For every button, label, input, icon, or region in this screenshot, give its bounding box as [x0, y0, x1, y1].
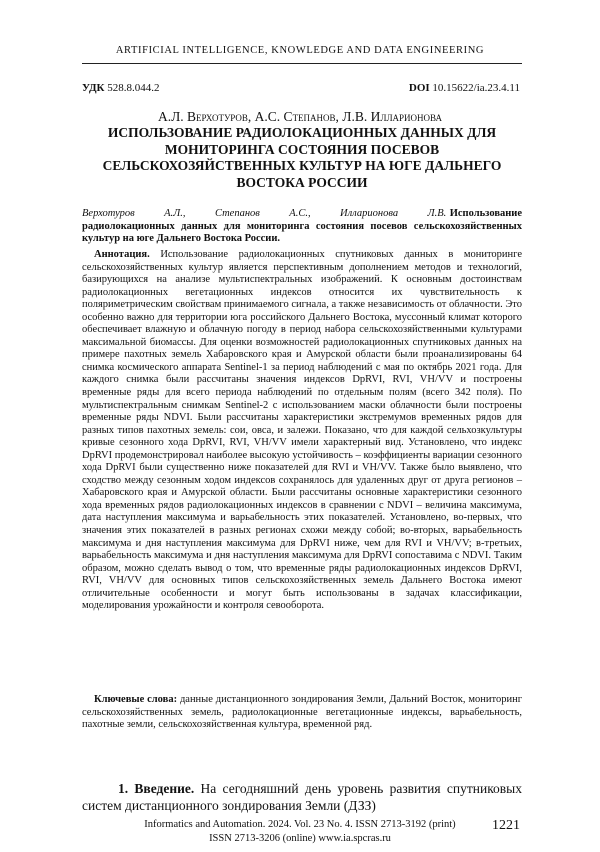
abstract-text: Использование радиолокационных спутниковых данных в мониторинге сельскохозяйственных культур является перспективным дополнением методов и технологий, базирующихся на анализе мультиспектральных изображений. К основным достоинствам радиолокационных вегетационных индексов относится их чувствительность к поляриметрическим свойствам принимаемого сигнала, а также независимость от облачности. Это особенно важно для территории юга российского Дальнего Востока, муссонный климат которого обеспечивает влажную и облачную погоду в период набора сельскохозяйственными культурами максимальной биомассы. Для оценки возможностей радиолокационных спутниковых данных на примере пахотных земель Хабаровского края и Амурской области были проанализированы 64 снимка космического аппарата Sentinel-1 за период наблюдений с мая по октябрь 2021 года. Для каждого снимка были рассчитаны значения индексов DpRVI, RVI, VH/VV и построены временные ряды для всего периода наблюдений по отдельным полям (всего 342 поля). По мультиспектральным снимкам Sentinel-2 с использованием маски облачности были построены временные ряды NDVI. Были рассчитаны характеристики экстремумов временных рядов для разных типов пахотных земель: сои, овса, и залежи. Показано, что для каждой сельхозкультуры кривые сезонного хода DpRVI, RVI, VH/VV имели характерный вид. Установлено, что индекс DpRVI продемонстрировал наиболее высокую устойчивость – коэффициенты вариации сезонного хода DpRVI были существенно ниже показателей для RVI и VH/VV. Также было выявлено, что сходство между сезонным ходом индексов сохранялось для удаленных друг от друга регионов – Хабаровского края и Амурской области. Были рассчитаны основные характеристики сезонного хода временных рядов радиолокационных индексов в сравнении с NDVI – величина максимума, дата наступления максимума и варьабельность этих показателей. Установлено, во-первых, что значения этих показателей в разных регионах схожи между собой; во-вторых, варьабельность максимума и дня наступления максимума для DpRVI ниже, чем для RVI и VH/VV; в-третьих, варьабельность максимума и дня наступления максимума для DpRVI сопоставима с NDVI. Таким образом, можно сделать вывод о том, что временные ряды радиолокационных индексов DpRVI, RVI, VH/VV для основных типов сельскохозяйственных земель Дальнего Востока имеют отличительные особенности и могут быть использованы в задачах классификации, моделирования урожайности и контроля севооборота.	[82, 249, 523, 612]
introduction	[82, 780, 522, 814]
doi-value: 10.15622/ia.23.4.11	[432, 82, 520, 94]
running-head: ARTIFICIAL INTELLIGENCE, KNOWLEDGE AND DATA ENGINEERING	[115, 45, 485, 56]
keywords-label: Ключевые слова:	[94, 694, 178, 705]
udc-code	[82, 82, 160, 94]
footer-line-print: Informatics and Automation. 2024. Vol. 23 No. 4. ISSN 2713-3192 (print)	[144, 819, 456, 830]
udc-label: УДК	[82, 82, 105, 94]
page-number: 1221	[492, 818, 520, 833]
footer-line-online: ISSN 2713-3206 (online) www.ia.spcras.ru	[209, 833, 391, 844]
article-title: ИСПОЛЬЗОВАНИЕ РАДИОЛОКАЦИОННЫХ ДАННЫХ ДЛЯ МОНИТОРИНГА СОСТОЯНИЯ ПОСЕВОВ СЕЛЬСКОХОЗЯЙСТВЕННЫХ КУЛЬТУР НА ЮГЕ ДАЛЬНЕГО ВОСТОКА РОССИИ	[102, 125, 502, 190]
doi	[409, 82, 520, 94]
journal-footer	[130, 818, 470, 846]
citation-title: Использование радиолокационных данных для мониторинга состояния посевов сельскохозяйственных культур на юге Дальнего Востока России.	[82, 208, 522, 245]
keywords	[82, 694, 522, 732]
introduction-text: На сегодняшний день уровень развития спутниковых систем дистанционного зондирования Земли (ДЗЗ)	[82, 781, 523, 813]
article-authors: А.Л. Верхотуров, А.С. Степанов, Л.В. Илларионова	[158, 109, 442, 124]
section-heading: 1. Введение.	[118, 781, 195, 796]
citation-authors: Верхотуров А.Л., Степанов А.С., Илларионова Л.В.	[82, 208, 447, 219]
header-rule	[82, 63, 522, 64]
keywords-text: данные дистанционного зондирования Земли, Дальний Восток, мониторинг сельскохозяйственных земель, радиолокационные вегетационные индексы, варьабельность, пахотные земли, сельскохозяйственная культура, временной ряд.	[82, 694, 523, 731]
citation	[82, 208, 522, 246]
doi-label: DOI	[408, 82, 430, 94]
abstract	[82, 249, 522, 613]
udc-value: 528.8.044.2	[107, 82, 160, 94]
abstract-label: Аннотация.	[94, 249, 150, 260]
